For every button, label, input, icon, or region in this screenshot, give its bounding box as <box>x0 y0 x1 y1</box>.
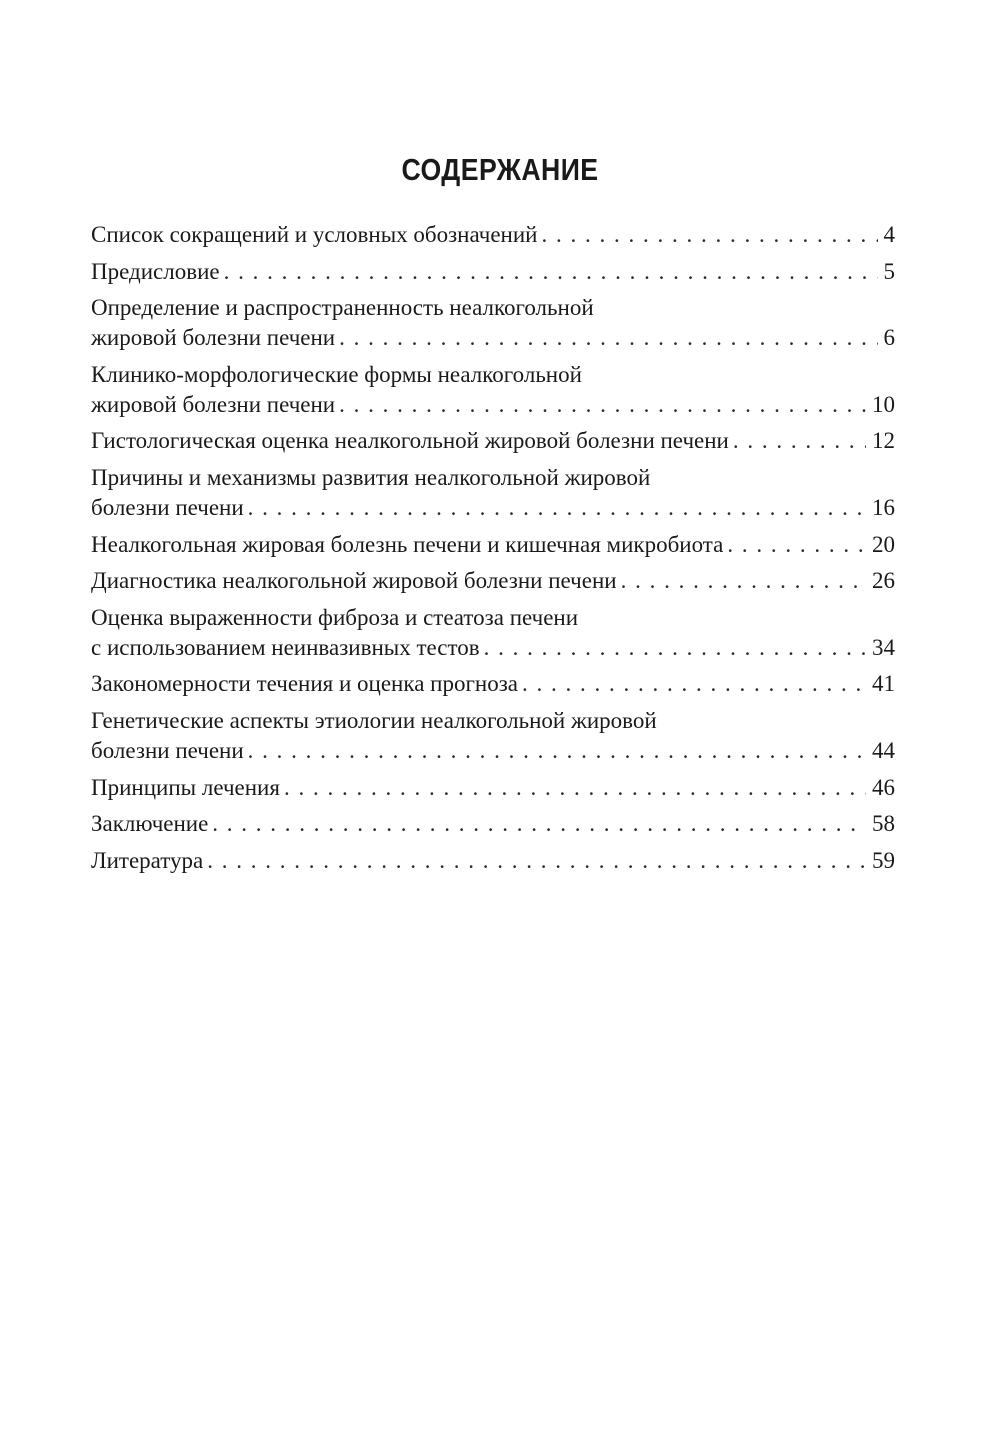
toc-page-number: 41 <box>872 671 895 697</box>
toc-entry-title-line: Генетические аспекты этиологии неалкогольной жировой <box>91 707 657 733</box>
dot-leader <box>248 493 866 523</box>
dot-leader <box>339 323 877 353</box>
toc-entry[interactable] <box>91 220 895 250</box>
toc-entry[interactable] <box>91 360 895 420</box>
toc-entry-title-line: Заключение <box>91 811 209 837</box>
dot-leader <box>484 633 866 663</box>
dot-leader <box>727 530 866 560</box>
toc-page-number: 59 <box>872 847 895 873</box>
toc-entry-line <box>91 493 895 523</box>
table-of-contents <box>91 220 895 882</box>
toc-entry-line <box>91 846 895 876</box>
toc-page-number: 16 <box>872 494 895 520</box>
toc-page-number: 20 <box>872 531 895 557</box>
toc-entry-line <box>91 390 895 420</box>
toc-entry-line <box>91 257 895 287</box>
dot-leader <box>522 669 866 699</box>
toc-page-number: 26 <box>872 568 895 594</box>
toc-page-number: 12 <box>872 428 895 454</box>
page-title: СОДЕРЖАНИЕ <box>401 152 599 187</box>
toc-page-number: 58 <box>872 811 895 837</box>
toc-entry-title-line: Предисловие <box>91 258 220 284</box>
toc-entry-line <box>91 669 895 699</box>
dot-leader <box>621 566 866 596</box>
toc-entry-title-line: Диагностика неалкогольной жировой болезни печени <box>91 568 617 594</box>
toc-entry-title-line: болезни печени <box>91 494 244 520</box>
toc-entry-line <box>91 736 895 766</box>
toc-entry[interactable] <box>91 426 895 456</box>
dot-leader <box>541 220 877 250</box>
toc-entry-line <box>91 566 895 596</box>
toc-entry-title-line: Оценка выраженности фиброза и стеатоза печени <box>91 604 579 630</box>
dot-leader <box>284 773 866 803</box>
toc-entry[interactable] <box>91 257 895 287</box>
toc-page-number: 5 <box>883 258 895 284</box>
toc-entry-line <box>91 220 895 250</box>
toc-entry-title-line: Клинико-морфологические формы неалкогольной <box>91 361 582 387</box>
toc-entry-title-line: Причины и механизмы развития неалкогольной жировой <box>91 464 651 490</box>
toc-entry[interactable] <box>91 293 895 353</box>
toc-entry-title-line: Неалкогольная жировая болезнь печени и кишечная микробиота <box>91 531 724 557</box>
toc-page-number: 34 <box>872 634 895 660</box>
toc-entry[interactable] <box>91 669 895 699</box>
toc-entry-title-line: Список сокращений и условных обозначений <box>91 222 538 247</box>
toc-entry-line <box>91 809 895 839</box>
toc-entry-title-line: Гистологическая оценка неалкогольной жировой болезни печени <box>91 428 729 454</box>
toc-entry-title-line: Определение и распространенность неалкогольной <box>91 295 594 321</box>
toc-entry-line <box>91 323 895 353</box>
toc-entry[interactable] <box>91 463 895 523</box>
toc-entry-title-line: с использованием неинвазивных тестов <box>91 634 480 660</box>
toc-page-number: 6 <box>883 325 895 351</box>
toc-entry-title-line: жировой болезни печени <box>91 391 336 417</box>
toc-page-number: 44 <box>872 737 895 763</box>
toc-page-number: 10 <box>872 391 895 417</box>
dot-leader <box>224 257 878 287</box>
dot-leader <box>248 736 866 766</box>
toc-entry-title-line: Закономерности течения и оценка прогноза <box>91 671 518 697</box>
toc-entry-line <box>91 633 895 663</box>
dot-leader <box>212 809 866 839</box>
toc-entry[interactable] <box>91 846 895 876</box>
toc-entry-title-line: Принципы лечения <box>91 774 280 800</box>
toc-entry[interactable] <box>91 603 895 663</box>
toc-entry-line <box>91 530 895 560</box>
toc-entry[interactable] <box>91 530 895 560</box>
toc-entry-title-line: жировой болезни печени <box>91 325 336 351</box>
toc-entry[interactable] <box>91 773 895 803</box>
toc-entry[interactable] <box>91 706 895 766</box>
toc-page-number: 4 <box>883 222 895 247</box>
toc-entry-line <box>91 426 895 456</box>
toc-page-number: 46 <box>872 774 895 800</box>
dot-leader <box>733 426 866 456</box>
toc-entry-title-line: болезни печени <box>91 737 244 763</box>
toc-entry-title-line: Литература <box>91 847 204 873</box>
dot-leader <box>207 846 866 876</box>
dot-leader <box>339 390 866 420</box>
toc-entry[interactable] <box>91 566 895 596</box>
toc-entry-line <box>91 773 895 803</box>
toc-entry[interactable] <box>91 809 895 839</box>
